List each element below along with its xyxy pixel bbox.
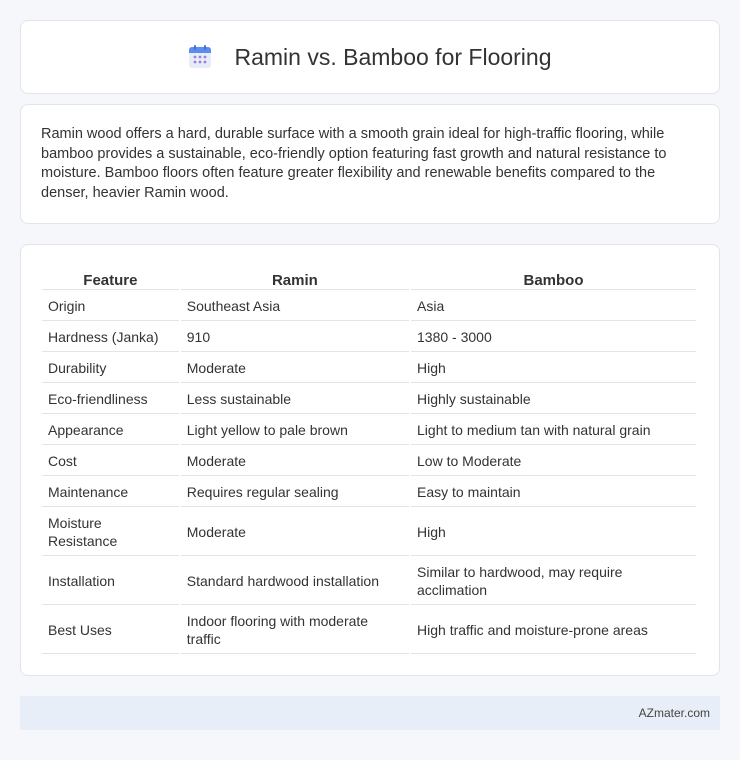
table-row [42,416,696,445]
table-row [42,478,696,507]
cell-feature: Maintenance [42,478,179,507]
cell-feature: Hardness (Janka) [42,323,179,352]
cell-ramin: Moderate [181,354,409,383]
cell-feature: Durability [42,354,179,383]
footer-bar [20,696,720,730]
cell-bamboo: Asia [411,292,696,321]
cell-ramin: Standard hardwood installation [181,558,409,605]
cell-bamboo: 1380 - 3000 [411,323,696,352]
cell-ramin: Moderate [181,509,409,556]
cell-ramin: Requires regular sealing [181,478,409,507]
cell-ramin: Light yellow to pale brown [181,416,409,445]
comparison-card [20,244,720,676]
intro-card [20,104,720,224]
table-row [42,385,696,414]
table-row [42,354,696,383]
cell-feature: Eco-friendliness [42,385,179,414]
cell-ramin: Moderate [181,447,409,476]
cell-bamboo: Easy to maintain [411,478,696,507]
cell-feature: Appearance [42,416,179,445]
cell-bamboo: Light to medium tan with natural grain [411,416,696,445]
cell-bamboo: High [411,354,696,383]
cell-feature: Installation [42,558,179,605]
cell-bamboo: Highly sustainable [411,385,696,414]
title-card [20,20,720,94]
table-row [42,509,696,556]
table-row [42,292,696,321]
cell-bamboo: High traffic and moisture-prone areas [411,607,696,654]
header-bamboo: Bamboo [411,267,696,290]
intro-text: Ramin wood offers a hard, durable surface with a smooth grain ideal for high-traffic flooring, while bamboo provides a sustainable, eco-friendly option featuring fast growth and natural resistance to moisture. Bamboo floors often feature greater flexibility and renewable benefits compared to the denser, heavier Ramin wood. [41,126,667,201]
cell-bamboo: High [411,509,696,556]
cell-feature: Cost [42,447,179,476]
comparison-table [40,265,698,656]
cell-bamboo: Similar to hardwood, may require acclimation [411,558,696,605]
table-header-row [42,267,696,290]
footer-brand: AZmater.com [638,706,710,720]
table-row [42,558,696,605]
cell-ramin: Southeast Asia [181,292,409,321]
cell-feature: Origin [42,292,179,321]
table-row [42,447,696,476]
cell-feature: Best Uses [42,607,179,654]
cell-bamboo: Low to Moderate [411,447,696,476]
cell-ramin: Indoor flooring with moderate traffic [181,607,409,654]
table-row [42,323,696,352]
cell-ramin: 910 [181,323,409,352]
calendar-icon [188,45,212,69]
table-row [42,607,696,654]
cell-feature: Moisture Resistance [42,509,179,556]
header-feature: Feature [42,267,179,290]
cell-ramin: Less sustainable [181,385,409,414]
page-title: Ramin vs. Bamboo for Flooring [234,43,552,70]
header-ramin: Ramin [181,267,409,290]
